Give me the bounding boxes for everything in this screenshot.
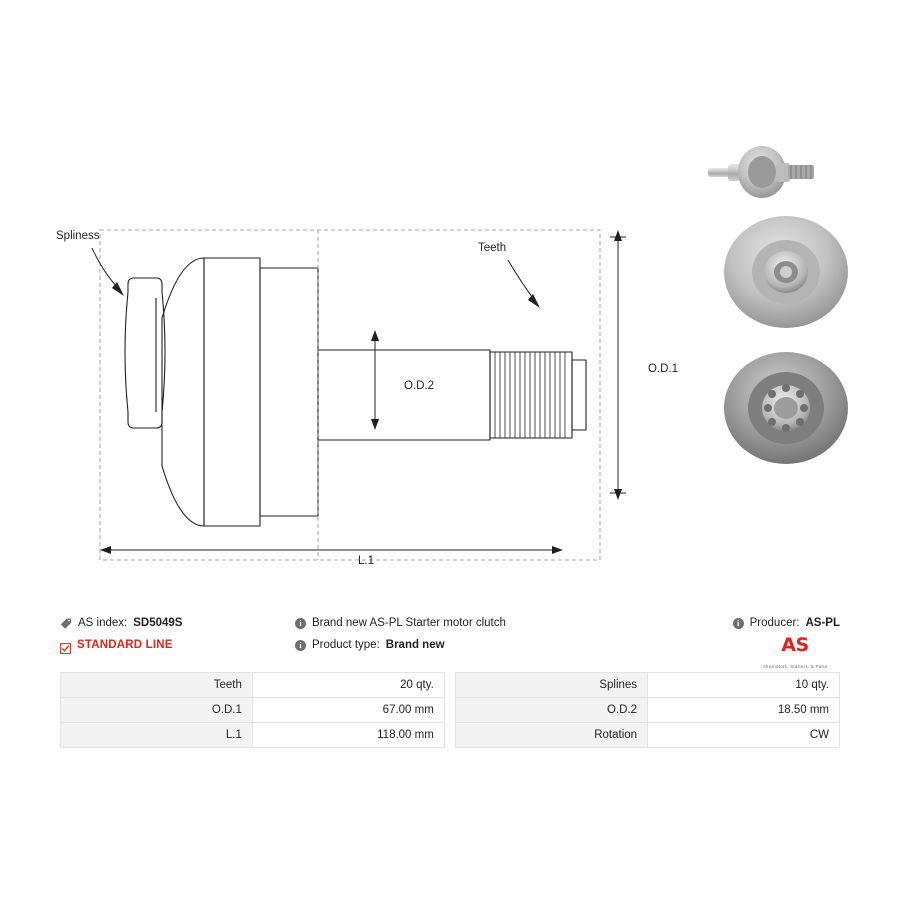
product-type-value: Brand new (385, 639, 445, 651)
info-column-index (60, 612, 300, 656)
label-l1: L.1 (358, 555, 374, 567)
as-logo-subtitle: Alternators. Starters. & Parts (762, 664, 828, 669)
info-icon: i (295, 640, 306, 651)
photo-side-view (708, 146, 814, 198)
check-box-icon (60, 640, 71, 651)
spec-label-od1: O.D.1 (61, 698, 253, 723)
table-gap (444, 698, 455, 723)
info-icon: i (295, 618, 306, 629)
description-row (295, 612, 615, 634)
spec-value-rotation: CW (648, 723, 840, 748)
table-gap (444, 723, 455, 748)
standard-line-label: STANDARD LINE (77, 639, 173, 651)
spec-value-teeth: 20 qty. (252, 673, 444, 698)
as-logo-text: AS (781, 634, 809, 656)
description-text: Brand new AS-PL Starter motor clutch (312, 617, 506, 629)
producer-row (595, 612, 840, 634)
spec-value-splines: 10 qty. (648, 673, 840, 698)
info-icon: i (733, 618, 744, 629)
label-od2: O.D.2 (404, 380, 435, 392)
standard-line-row (60, 634, 300, 656)
spec-label-rotation: Rotation (456, 723, 648, 748)
spec-label-splines: Splines (456, 673, 648, 698)
as-index-label: AS index: (78, 617, 128, 629)
as-index-row (60, 612, 300, 634)
spec-label-od2: O.D.2 (456, 698, 648, 723)
specifications-table (60, 672, 840, 748)
producer-label: Producer: (749, 617, 800, 629)
spec-label-teeth: Teeth (61, 673, 253, 698)
table-row (61, 698, 840, 723)
product-photos (700, 130, 890, 480)
photo-front-view-2 (724, 352, 848, 464)
spec-value-od2: 18.50 mm (648, 698, 840, 723)
label-od1: O.D.1 (648, 363, 679, 375)
spec-value-l1: 118.00 mm (252, 723, 444, 748)
table-row (61, 723, 840, 748)
spec-label-l1: L.1 (61, 723, 253, 748)
info-column-producer (595, 612, 840, 669)
label-teeth: Teeth (478, 242, 507, 254)
tag-icon (60, 618, 72, 629)
technical-drawing (0, 30, 690, 590)
table-row (61, 673, 840, 698)
info-strip (60, 612, 840, 672)
producer-value: AS-PL (805, 617, 840, 629)
info-column-description (295, 612, 615, 656)
product-type-row (295, 634, 615, 656)
table-gap (444, 673, 455, 698)
product-type-label: Product type: (312, 639, 380, 651)
as-index-value: SD5049S (133, 617, 183, 629)
label-splines: Spliness (56, 230, 100, 242)
photo-front-view-1 (724, 216, 848, 328)
spec-value-od1: 67.00 mm (252, 698, 444, 723)
